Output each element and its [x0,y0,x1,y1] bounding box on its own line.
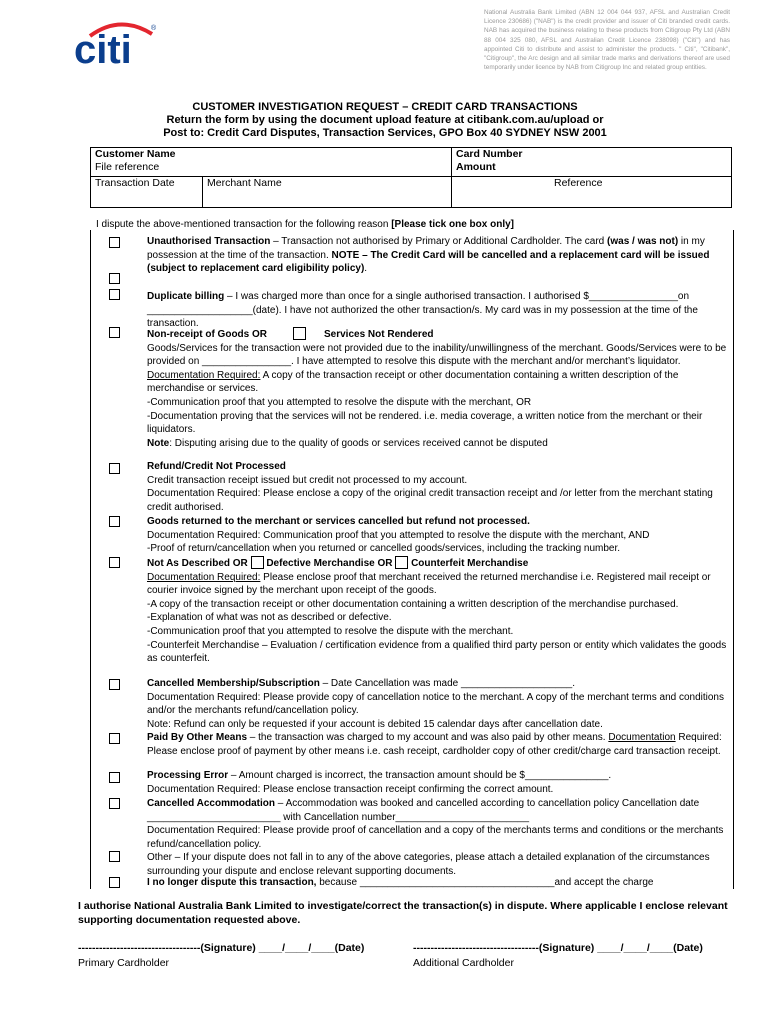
form-instruction-post: Post to: Credit Card Disputes, Transaction Services, GPO Box 40 SYDNEY NSW 2001 [163,127,607,139]
reason-non-receipt: Non-receipt of Goods OR Services Not Rendered Goods/Services for the transaction were not provided due to the inability/unwillingness of the merchant. Goods/Services were to be provided on ________________. I have attempted to resolve this dispute with the merchant and/or merchant’s liquidator. Documentation Required: A copy of the transaction receipt or other documentation containing a written description of the merchandise or services. -Communication proof that you attempted to resolve the dispute with the merchant, OR -Documentation proving that the services will not be rendered. i.e. media coverage, a written notice from the merchant or their liquidators. Note: Disputing arising due to the quality of goods or services received cannot be disputed [147,329,727,449]
checkbox-blank[interactable] [109,273,120,284]
reason-cancelled-membership: Cancelled Membership/Subscription – Date Cancellation was made ____________________. Documentation Required: Please provide copy of cancellation notice to the merchant. A copy of the merchant terms and conditions and/or the merchants refund/cancellation policy. Note: Refund can only be requested if your account is debited 15 calendar days after cancellation date. [147,678,724,730]
checkbox-defective[interactable] [251,556,264,569]
merchant-name-label: Merchant Name [203,177,452,208]
reference-label: Reference [550,177,732,208]
checkbox-goods-returned[interactable] [109,516,120,527]
checkbox-cancelled-membership[interactable] [109,679,120,690]
transaction-date-label: Transaction Date [91,177,203,208]
reason-unauthorised: Unauthorised Transaction – Transaction not authorised by Primary or Additional Cardholder. The card (was / was not) in my possession at the time of the transaction. NOTE – The Credit Card will be cancelled and a replacement card will be issued (subject to replacement card eligibility policy). [147,236,710,275]
reason-not-as-described: Not As Described OR Defective Merchandise OR Counterfeit Merchandise Documentation Required: Please enclose proof that merchant received the returned merchandise i.e. Registered mail receipt or courier invoice signed by the merchant upon receipt of the goods. -A copy of the transaction receipt or other documentation containing a written description of the merchandise purchased. -Explanation of what was not as described or defective. -Communication proof that you attempted to resolve the dispute with the merchant. -Counterfeit Merchandise – Evaluation / certification evidence from a qualified third party person or entity which validates the goods as counterfeit. [147,558,727,665]
checkbox-non-receipt[interactable] [109,327,120,338]
additional-cardholder-label: Additional Cardholder [413,957,514,969]
checkbox-services-not-rendered[interactable] [293,327,306,340]
checkbox-processing-error[interactable] [109,772,120,783]
intro-text: I dispute the above-mentioned transaction for the following reason [Please tick one box only] [96,219,514,230]
primary-signature-line[interactable]: -----------------------------------(Signature) ____/____/____(Date) [78,942,365,954]
checkbox-duplicate[interactable] [109,289,120,300]
checkbox-counterfeit[interactable] [395,556,408,569]
citi-logo [72,16,162,66]
card-number-label: Card Number [456,148,523,160]
reason-duplicate: Duplicate billing – I was charged more than once for a single authorised transaction. I authorised $________________on ___________________(date). I have not authorized the other transaction/s. My card was in my possession at the time of the transaction. [147,291,698,330]
amount-label: Amount [456,161,496,173]
checkbox-paid-other[interactable] [109,733,120,744]
form-instruction-upload: Return the form by using the document upload feature at citibank.com.au/upload or [166,114,604,126]
logo-text: citi [74,28,132,66]
file-reference-label: File reference [95,161,160,173]
checkbox-other[interactable] [109,851,120,862]
svg-text:®: ® [151,25,157,32]
checkbox-refund[interactable] [109,463,120,474]
legal-disclaimer: National Australia Bank Limited (ABN 12 004 044 937, AFSL and Australian Credit Licence 230686) ("NAB") is the credit provider and issuer of Citi branded credit cards. NAB has acquired the business relating to these products from Citigroup Pty Ltd (ABN 88 004 325 080, AFSL and Australian Credit Licence 238098) ("Citi") and has appointed Citi to distribute and assist to administer the products. " Citi", "Citibank", "Citigroup", the Arc design and all similar trade marks and derivations thereof are used temporarily under licence by NAB from Citigroup Inc and related group entities. [484,9,730,72]
checkbox-no-longer-dispute[interactable] [109,877,120,888]
primary-cardholder-label: Primary Cardholder [78,957,170,969]
details-table [90,147,732,208]
form-title: CUSTOMER INVESTIGATION REQUEST – CREDIT CARD TRANSACTIONS [192,101,578,113]
checkbox-unauthorised[interactable] [109,237,120,248]
reason-paid-other-means: Paid By Other Means – the transaction was charged to my account and was also paid by other means. Documentation Required: Please enclose proof of payment by other means i.e. cash receipt, cardholder copy of other credit/charge card transaction receipt. [147,732,722,757]
reason-cancelled-accommodation: Cancelled Accommodation – Accommodation was booked and cancelled according to cancellation policy Cancellation date ________________________ with Cancellation number________________________ Documentation Required: Please provide proof of cancellation and a copy of the merchants terms and conditions or the merchants refund/cancellation policy. [147,798,724,850]
authorisation-statement: I authorise National Australia Bank Limited to investigate/correct the transaction(s) in dispute. Where applicable I enclose relevant supporting documentation requested above. [78,900,728,926]
reason-processing-error: Processing Error – Amount charged is incorrect, the transaction amount should be $_______________. Documentation Required: Please enclose transaction receipt confirming the correct amount. [147,770,612,795]
reason-goods-returned: Goods returned to the merchant or services cancelled but refund not processed. Documentation Required: Communication proof that you attempted to resolve the dispute with the merchant, AND -Proof of return/cancellation when you returned or cancelled goods/services, including the tracking number. [147,516,650,555]
checkbox-not-as-described[interactable] [109,557,120,568]
customer-name-label: Customer Name [95,148,176,160]
reason-refund: Refund/Credit Not Processed Credit transaction receipt issued but credit not processed to my account. Documentation Required: Please enclose a copy of the original credit transaction receipt and /or letter from the merchant stating credit authorised. [147,461,713,513]
reason-no-longer-dispute: I no longer dispute this transaction, because ___________________________________and accept the charge [147,877,654,888]
checkbox-cancelled-accommodation[interactable] [109,798,120,809]
additional-signature-line[interactable]: ------------------------------------(Signature) ____/____/____(Date) [413,942,703,954]
reason-other: Other – If your dispute does not fall in to any of the above categories, please attach a detailed explanation of the circumstances surrounding your dispute and enclose relevant supporting documents. [147,852,710,877]
